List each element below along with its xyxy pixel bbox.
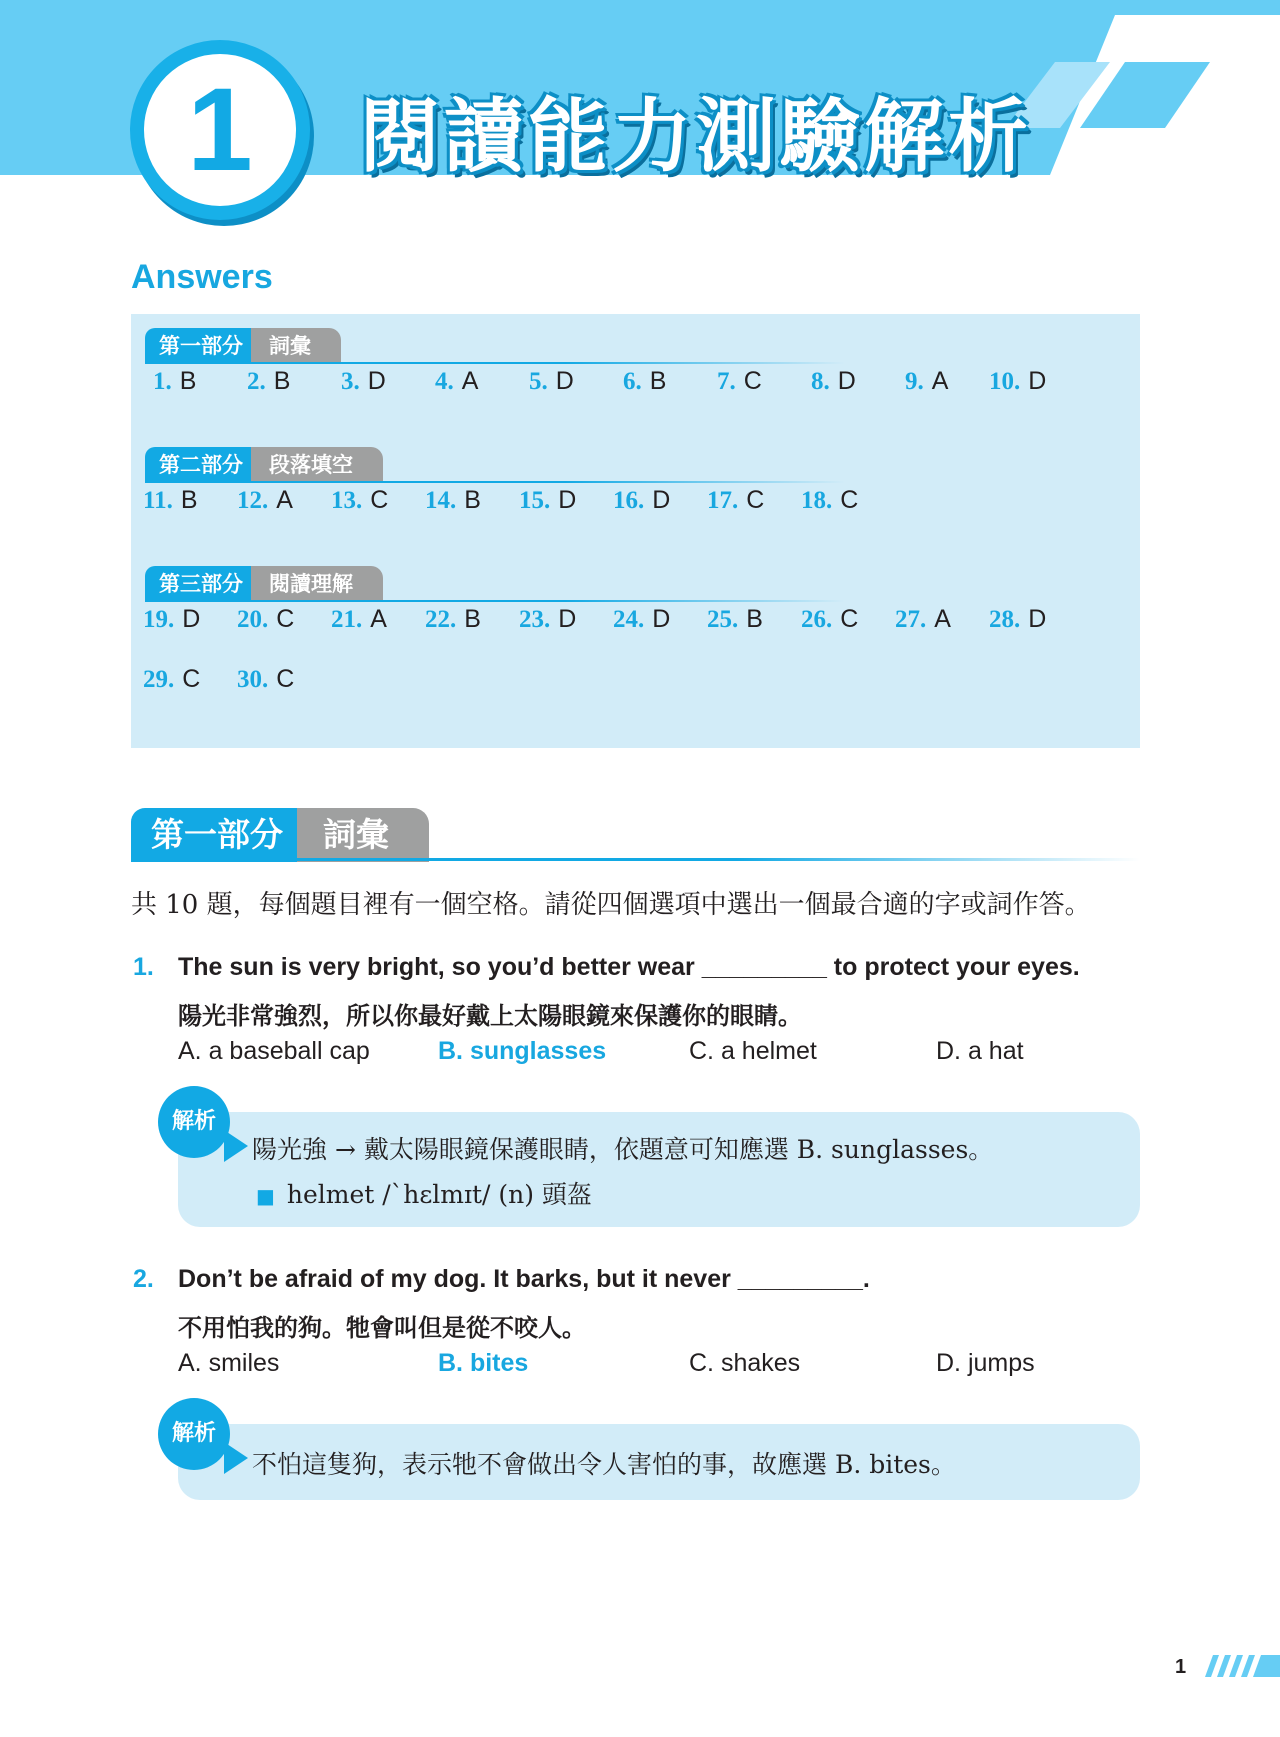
answer-item: [341, 366, 386, 396]
answer-item: [801, 604, 858, 634]
answer-number: 14.: [425, 487, 457, 514]
explanation-badge: 解析: [158, 1086, 230, 1158]
answer-letter: D: [652, 486, 671, 514]
answer-number: 25.: [707, 606, 739, 633]
answer-letter: B: [180, 486, 198, 514]
answer-item: [895, 604, 951, 634]
answer-letter: A: [934, 605, 951, 633]
arrow-icon: [224, 1130, 248, 1162]
question-text: The sun is very bright, so you’d better wear _________ to protect your eyes.: [178, 953, 1080, 981]
answer-number: 26.: [801, 606, 833, 633]
page-number: 1: [1175, 1656, 1187, 1678]
answer-number: 24.: [613, 606, 645, 633]
answer-number: 15.: [519, 487, 551, 514]
answer-number: 7.: [717, 368, 736, 395]
answer-item: [153, 366, 196, 396]
answer-section-tab-1: [145, 328, 341, 364]
answer-number: 1.: [153, 368, 172, 395]
answer-letter: C: [276, 665, 295, 693]
answer-item: [905, 366, 948, 396]
answer-number: 12.: [237, 487, 269, 514]
answer-number: 29.: [143, 666, 175, 693]
arrow-icon: [224, 1442, 248, 1474]
answer-letter: B: [273, 367, 291, 395]
answer-section-tab-2: [145, 447, 383, 483]
answer-number: 2.: [247, 368, 266, 395]
answer-item: [143, 485, 198, 515]
section-name: 閱讀理解: [251, 566, 383, 602]
answer-letter: B: [464, 486, 481, 514]
answer-letter: D: [558, 486, 577, 514]
answer-number: 19.: [143, 606, 175, 633]
answer-item: [529, 366, 574, 396]
answer-letter: D: [1028, 605, 1047, 633]
question-translation: 陽光非常強烈，所以你最好戴上太陽眼鏡來保護你的眼睛。: [178, 1002, 802, 1030]
section-label: 第一部分: [145, 328, 257, 364]
answer-letter: C: [276, 605, 295, 633]
answer-item: [435, 366, 478, 396]
part1-tab: [131, 808, 429, 862]
answer-item: [707, 604, 763, 634]
answer-letter: D: [652, 605, 671, 633]
answer-letter: C: [182, 665, 201, 693]
answer-item: [707, 485, 764, 515]
divider: [145, 600, 845, 602]
answer-item: [989, 366, 1046, 396]
answer-letter: C: [840, 605, 859, 633]
answers-heading: Answers: [131, 258, 273, 296]
answer-item: [811, 366, 856, 396]
part1-name: 詞彙: [297, 808, 429, 862]
answer-number: 16.: [613, 487, 645, 514]
question-text: Don’t be afraid of my dog. It barks, but it never _________.: [178, 1265, 870, 1293]
answer-item: [801, 485, 858, 515]
section-label: 第二部分: [145, 447, 257, 483]
stripes-decoration-icon: [1205, 1655, 1280, 1677]
answer-number: 23.: [519, 606, 551, 633]
answer-number: 18.: [801, 487, 833, 514]
answer-item: [247, 366, 290, 396]
vocab-note: [256, 1175, 592, 1211]
page-title: 閱讀能力測驗解析: [360, 90, 1032, 183]
answer-item: [519, 485, 576, 515]
explanation-text: 不怕這隻狗，表示牠不會做出令人害怕的事，故應選 B. bites。: [252, 1450, 956, 1479]
answer-item: [237, 604, 294, 634]
section-name: 段落填空: [251, 447, 383, 483]
answer-letter: C: [370, 486, 389, 514]
answer-number: 5.: [529, 368, 548, 395]
answer-letter: B: [464, 605, 481, 633]
question-number: 2.: [133, 1265, 154, 1293]
answer-number: 10.: [989, 368, 1021, 395]
option-a: A. a baseball cap: [178, 1037, 370, 1065]
divider: [145, 362, 845, 364]
divider: [131, 858, 1140, 861]
answer-number: 21.: [331, 606, 363, 633]
answer-item: [425, 604, 481, 634]
answer-item: [143, 664, 200, 694]
option-a: A. smiles: [178, 1349, 280, 1377]
answer-letter: A: [370, 605, 387, 633]
answer-number: 11.: [143, 487, 173, 514]
answer-letter: C: [840, 486, 859, 514]
answer-section-tab-3: [145, 566, 383, 602]
answer-number: 28.: [989, 606, 1021, 633]
answer-letter: C: [746, 486, 765, 514]
divider: [145, 481, 845, 483]
answer-letter: D: [555, 367, 574, 395]
answer-letter: A: [931, 367, 949, 395]
vocab-text: helmet /ˋhɛlmɪt/ (n) 頭盔: [286, 1180, 592, 1209]
option-d: D. jumps: [936, 1349, 1035, 1377]
answer-letter: A: [276, 486, 293, 514]
answer-item: [425, 485, 481, 515]
question-number: 1.: [133, 953, 154, 981]
section-name: 詞彙: [251, 328, 341, 364]
explanation-badge: 解析: [158, 1398, 230, 1470]
answer-number: 4.: [435, 368, 454, 395]
answer-item: [237, 664, 294, 694]
option-d: D. a hat: [936, 1037, 1024, 1065]
answer-number: 22.: [425, 606, 457, 633]
answer-letter: D: [182, 605, 201, 633]
answer-letter: B: [179, 367, 197, 395]
option-c: C. shakes: [689, 1349, 801, 1377]
answer-letter: D: [558, 605, 577, 633]
question-translation: 不用怕我的狗。牠會叫但是從不咬人。: [178, 1314, 586, 1342]
answer-letter: D: [1028, 367, 1047, 395]
answer-item: [717, 366, 762, 396]
answer-item: [613, 604, 670, 634]
answer-letter: D: [367, 367, 386, 395]
option-b-correct: B. sunglasses: [438, 1037, 607, 1065]
answer-number: 30.: [237, 666, 269, 693]
part1-instructions: 共 10 題，每個題目裡有一個空格。請從四個選項中選出一個最合適的字或詞作答。: [131, 890, 1091, 920]
answer-item: [623, 366, 666, 396]
section-label: 第三部分: [145, 566, 257, 602]
answer-item: [989, 604, 1046, 634]
square-bullet-icon: ■: [256, 1184, 275, 1208]
explanation-text: 陽光強 → 戴太陽眼鏡保護眼睛，依題意可知應選 B. sunglasses。: [252, 1135, 994, 1164]
answer-letter: A: [461, 367, 479, 395]
answer-key-box: [131, 314, 1140, 748]
answer-item: [519, 604, 576, 634]
answer-item: [331, 485, 388, 515]
answer-number: 8.: [811, 368, 830, 395]
answer-item: [143, 604, 200, 634]
part1-label: 第一部分: [131, 808, 303, 862]
answer-letter: B: [649, 367, 667, 395]
answer-letter: C: [743, 367, 762, 395]
answer-number: 20.: [237, 606, 269, 633]
answer-number: 3.: [341, 368, 360, 395]
answer-number: 27.: [895, 606, 927, 633]
answer-number: 17.: [707, 487, 739, 514]
answer-letter: D: [837, 367, 856, 395]
chapter-number: 1: [187, 64, 253, 196]
answer-number: 9.: [905, 368, 924, 395]
answer-number: 13.: [331, 487, 363, 514]
option-b-correct: B. bites: [438, 1349, 529, 1377]
answer-item: [613, 485, 670, 515]
answer-item: [331, 604, 387, 634]
answer-item: [237, 485, 293, 515]
answer-number: 6.: [623, 368, 642, 395]
option-c: C. a helmet: [689, 1037, 817, 1065]
answer-letter: B: [746, 605, 763, 633]
